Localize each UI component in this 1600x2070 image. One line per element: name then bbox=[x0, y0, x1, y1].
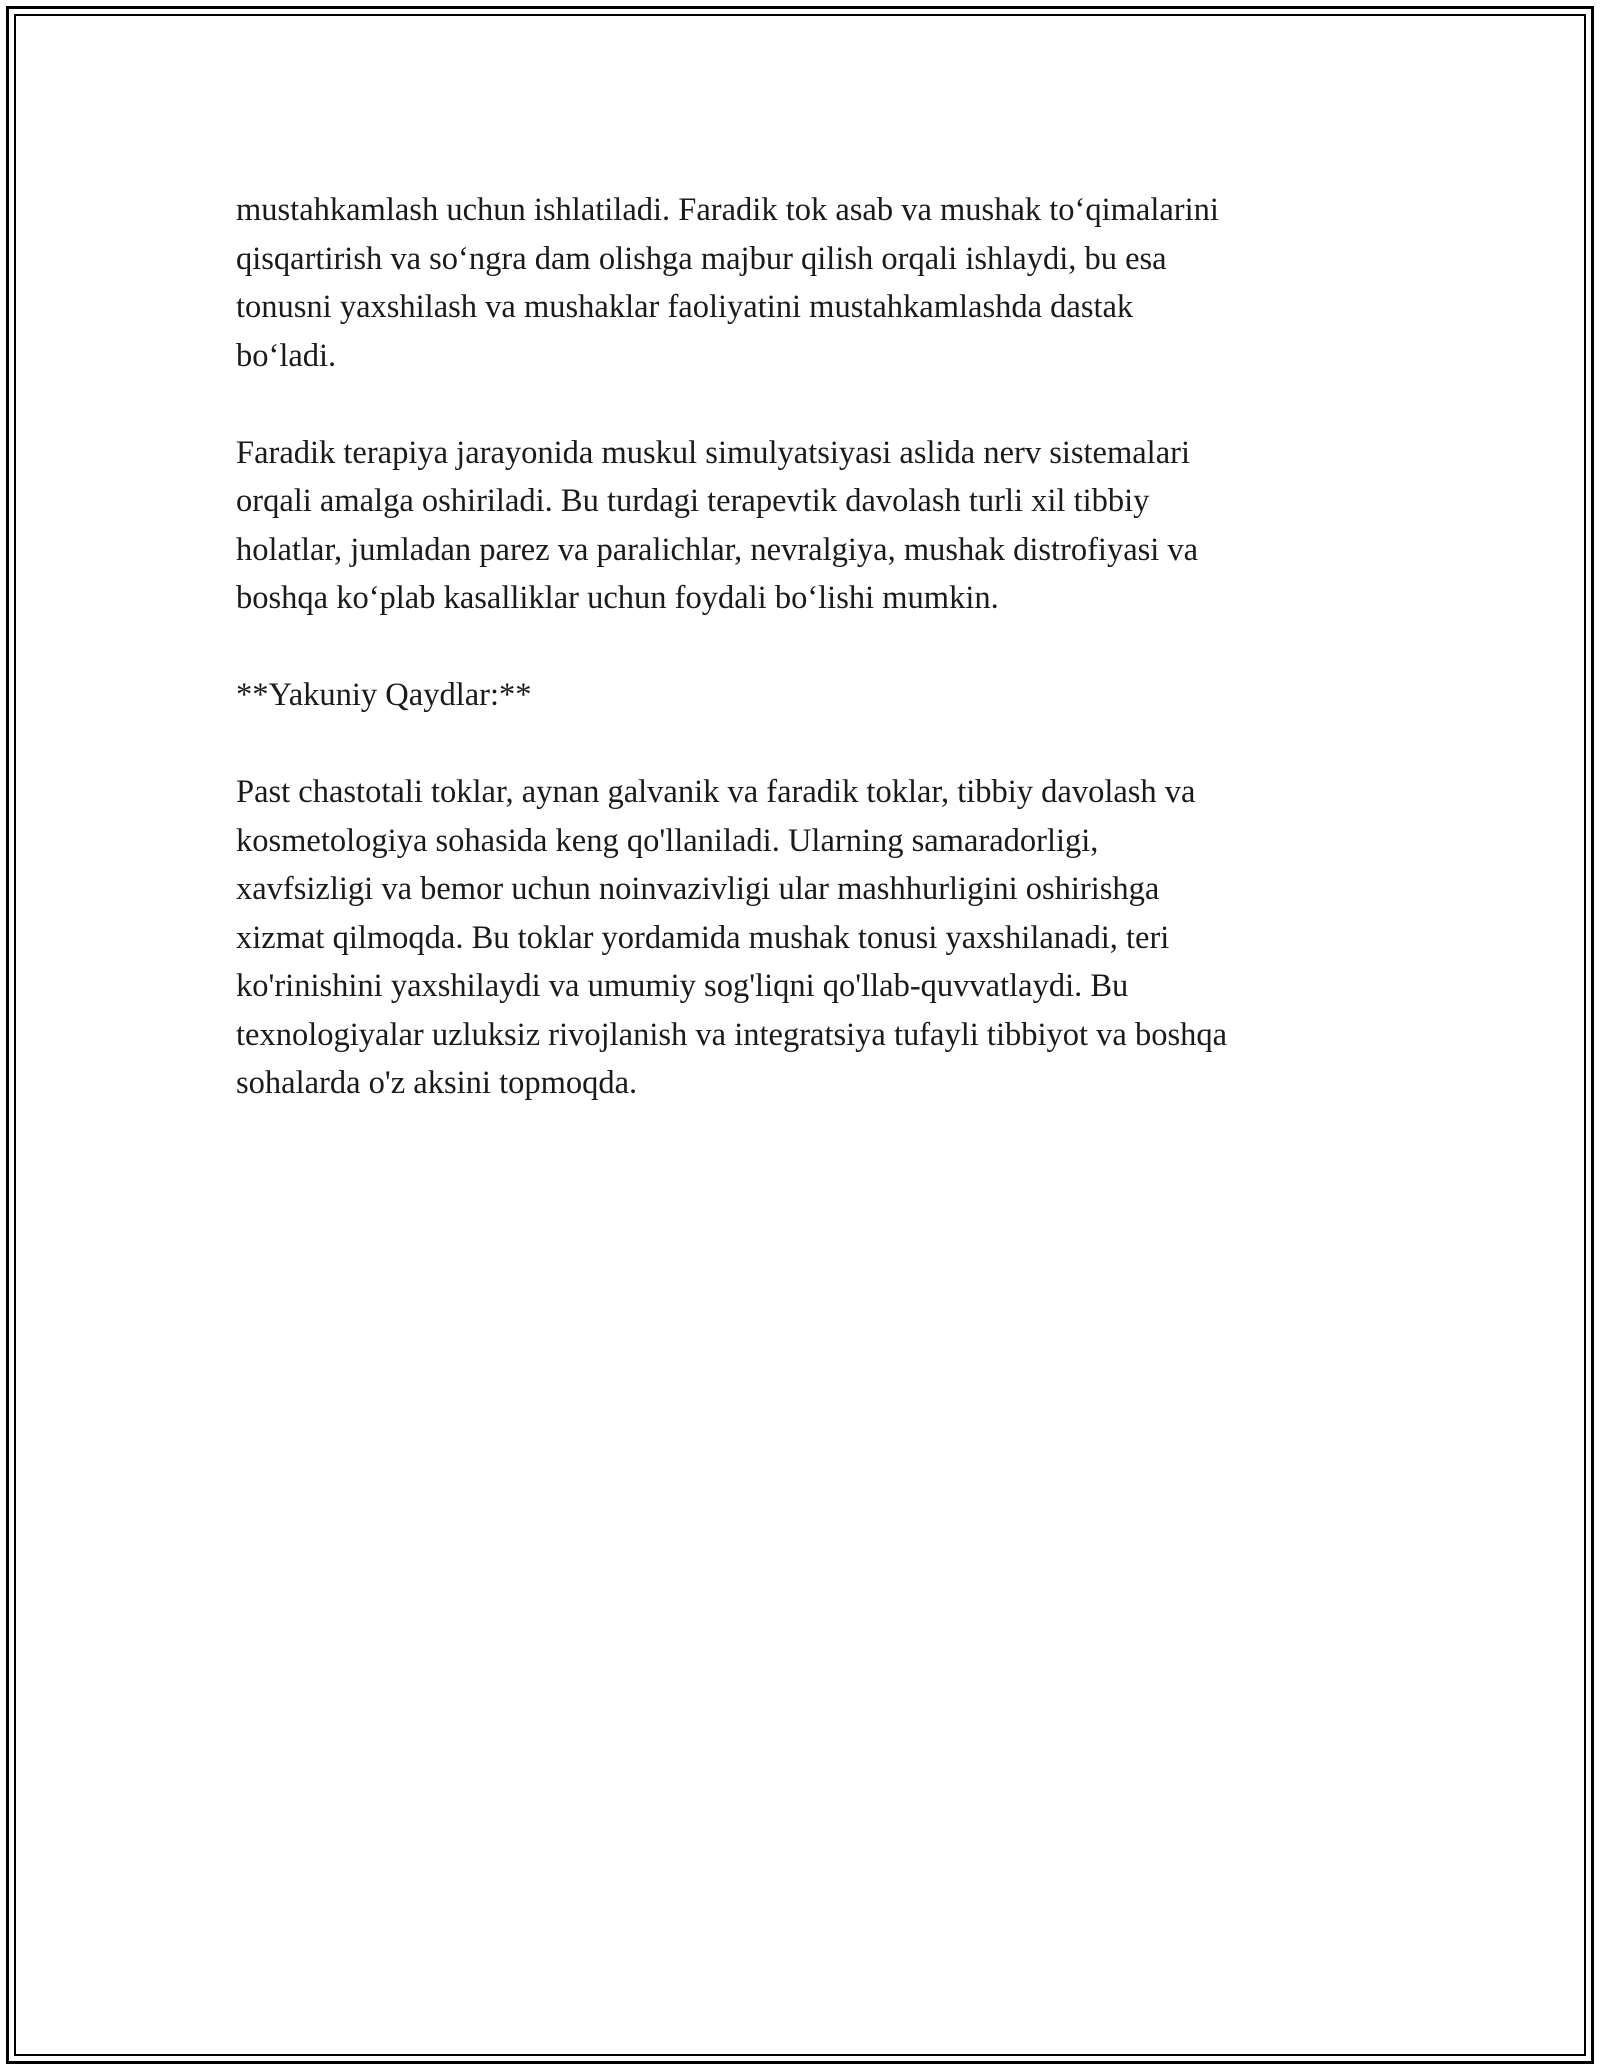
paragraph-conclusion: Past chastotali toklar, aynan galvanik va faradik toklar, tibbiy davolash va kosmetologiya sohasida keng qo'llaniladi. Ularning samaradorligi, xavfsizligi va bemor uchun noinvazivligi ular mashhurligini oshirishga xizmat qilmoqda. Bu toklar yordamida mushak tonusi yaxshilanadi, teri ko'rinishini yaxshilaydi va umumiy sog'liqni qo'llab-quvvatlaydi. Bu texnologiyalar uzluksiz rivojlanish va integratsiya tufayli tibbiyot va boshqa sohalarda o'z aksini topmoqda. bbox=[236, 774, 1228, 1101]
section-heading-final-notes: **Yakuniy Qaydlar:** bbox=[236, 677, 532, 713]
paragraph-faradik-intro: mustahkamlash uchun ishlatiladi. Faradik tok asab va mushak to‘qimalarini qisqartirish va so‘ngra dam olishga majbur qilish orqali ishlaydi, bu esa tonusni yaxshilash va mushaklar faoliyatini mustahkamlashda dastak bo‘ladi. bbox=[236, 192, 1219, 374]
paragraph-faradik-therapy: Faradik terapiya jarayonida muskul simulyatsiyasi aslida nerv sistemalari orqali amalga oshiriladi. Bu turdagi terapevtik davolash turli xil tibbiy holatlar, jumladan parez va paralichlar, nevralgiya, mushak distrofiyasi va boshqa ko‘plab kasalliklar uchun foydali bo‘lishi mumkin. bbox=[236, 434, 1199, 616]
document-body bbox=[236, 186, 1366, 1156]
